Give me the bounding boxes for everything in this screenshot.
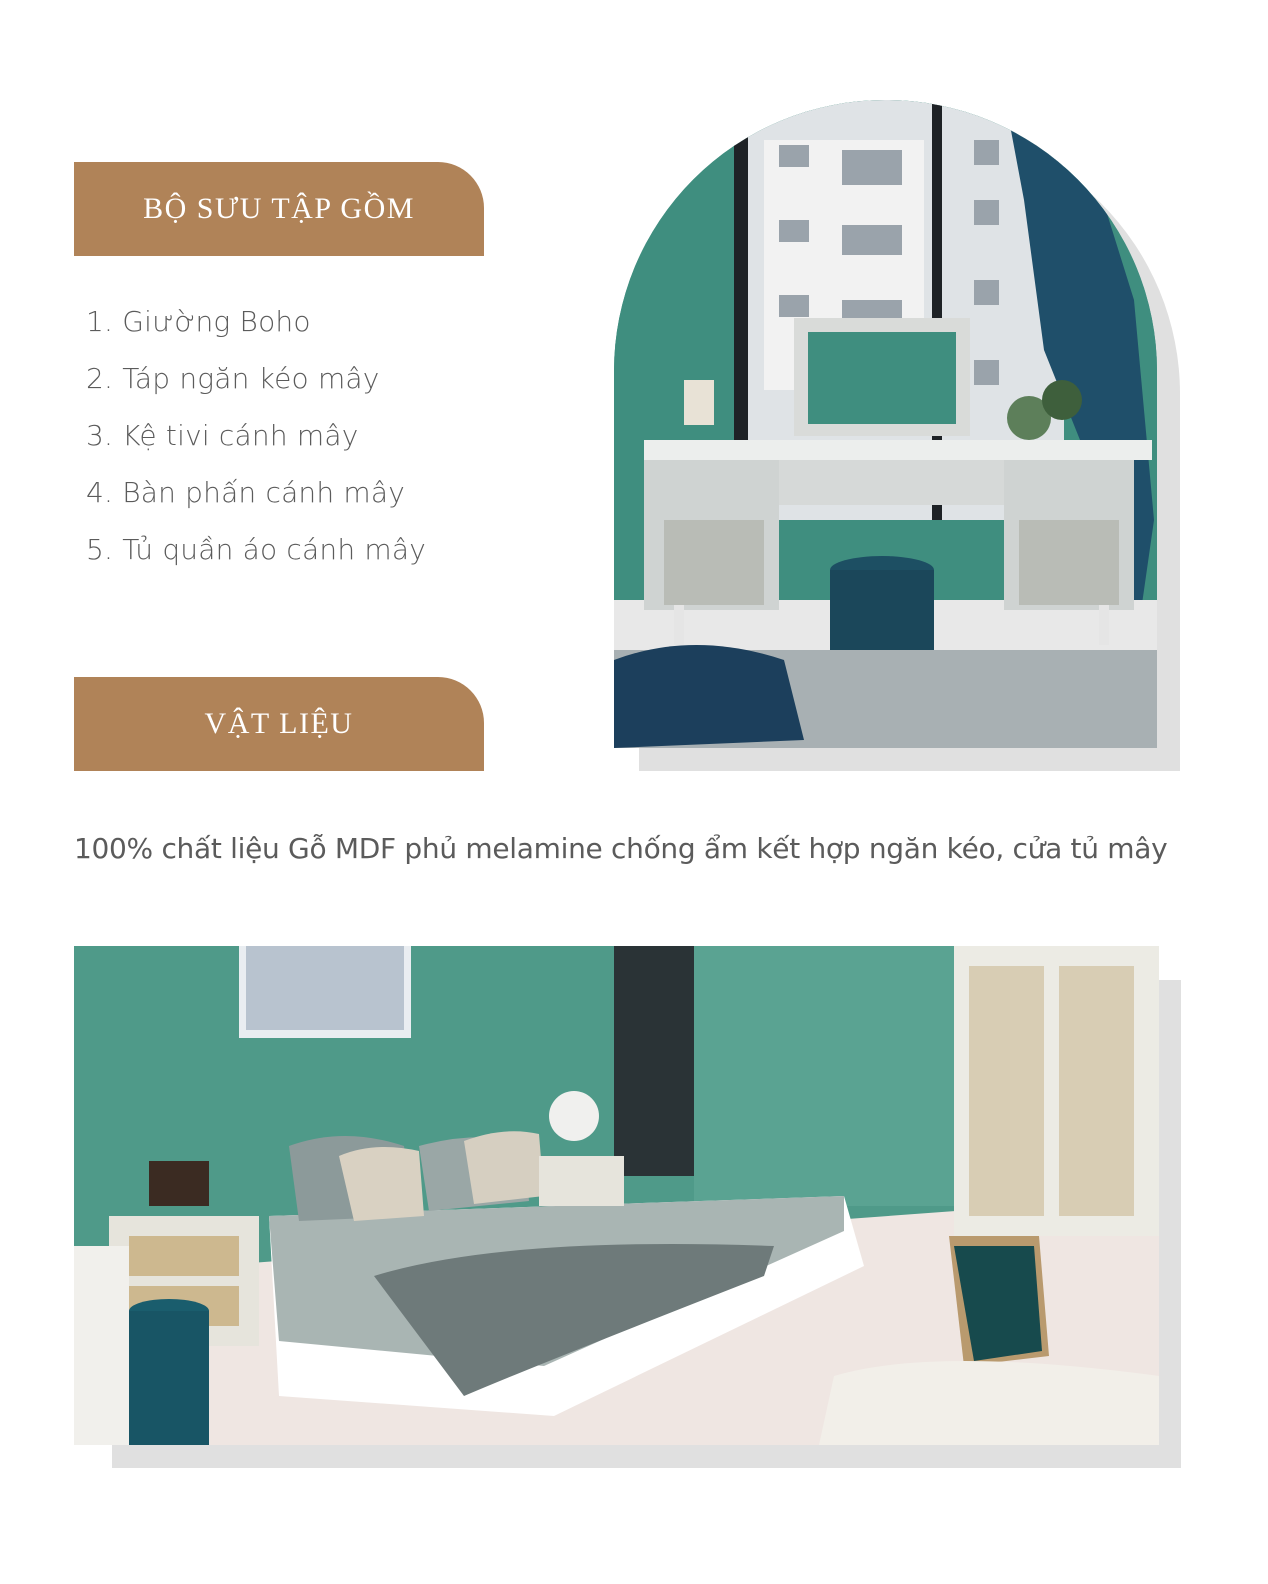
material-title: VẬT LIỆU	[204, 707, 354, 740]
material-description: 100% chất liệu Gỗ MDF phủ melamine chống ẩm kết hợp ngăn kéo, cửa tủ mây	[74, 832, 1168, 865]
list-item: 3. Kệ tivi cánh mây	[86, 419, 359, 452]
list-item: 4. Bàn phấn cánh mây	[86, 476, 406, 509]
bedroom-photo	[74, 946, 1159, 1445]
vanity-room-photo	[614, 100, 1157, 748]
list-item: 2. Táp ngăn kéo mây	[86, 362, 380, 395]
collection-list	[86, 300, 426, 585]
collection-header	[74, 162, 484, 256]
list-item: 5. Tủ quần áo cánh mây	[86, 533, 426, 566]
collection-title: BỘ SƯU TẬP GỒM	[143, 192, 415, 225]
list-item: 1. Giường Boho	[86, 305, 311, 338]
material-header	[74, 677, 484, 771]
